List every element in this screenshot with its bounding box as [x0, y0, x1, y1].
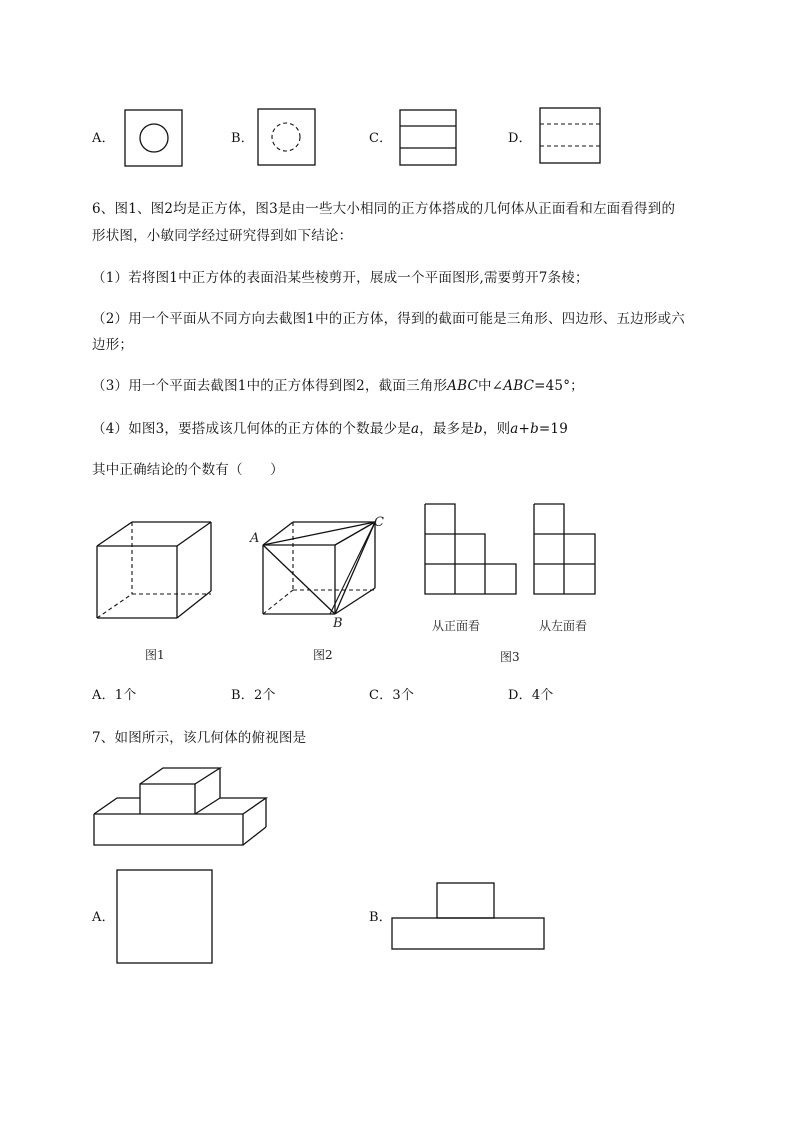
q6-option-c[interactable]: C．3个	[369, 688, 415, 703]
q6-c4-mid: ，最多是	[419, 421, 475, 437]
q6-figure3-front-view	[424, 503, 519, 596]
q6-conclusion-3	[92, 377, 584, 395]
q6-figure3-caption: 图3	[500, 650, 520, 664]
q6-figure2-point-a: A	[250, 531, 260, 546]
q7-option-a-figure[interactable]	[116, 869, 214, 965]
q7-solid-figure	[90, 765, 270, 847]
q6-option-d[interactable]: D．4个	[508, 688, 554, 703]
q6-c4-a: a	[410, 421, 420, 437]
q7-option-b-label[interactable]: B．	[369, 910, 392, 925]
q5-option-d-label[interactable]: D．	[508, 131, 532, 146]
q6-figure3-front-label: 从正面看	[432, 619, 481, 633]
q5-option-d-figure[interactable]	[539, 107, 603, 165]
q7-stem: 7、如图所示，该几何体的俯视图是	[92, 730, 307, 746]
q6-conclusion-2-line2: 边形；	[92, 337, 134, 353]
q6-c4-b: b	[474, 421, 483, 437]
q5-option-c-figure[interactable]	[399, 109, 459, 167]
q5-option-a-figure[interactable]	[124, 109, 184, 167]
q5-option-a-label[interactable]: A．	[92, 131, 115, 146]
q6-option-b[interactable]: B．2个	[231, 688, 276, 703]
q6-stem-line1: 6、图1、图2均是正方体，图3是由一些大小相同的正方体搭成的几何体从正面看和左面看得到的	[92, 201, 676, 217]
q6-c4-plus: +	[518, 421, 531, 437]
q6-figure1-cube	[90, 518, 215, 623]
q6-c3-abc2: ABC	[503, 378, 535, 394]
q5-option-b-figure[interactable]	[257, 108, 317, 166]
q6-c4-b2: b	[530, 421, 539, 437]
q6-figure2-cube	[255, 518, 385, 618]
q6-figure2-point-b: B	[333, 616, 343, 631]
q6-conclusion-2-line1: （2）用一个平面从不同方向去截图1中的正方体，得到的截面可能是三角形、四边形、五边形或六	[92, 311, 685, 327]
q6-c3-mid: 中∠	[478, 378, 504, 394]
q6-figure2-caption: 图2	[313, 648, 333, 662]
q6-figure3-left-view	[533, 503, 599, 596]
q7-option-b-figure[interactable]	[391, 882, 548, 951]
q6-c3-pre: （3）用一个平面去截图1中的正方体得到图2，截面三角形	[92, 378, 448, 394]
q6-c4-eq: =19	[538, 421, 568, 437]
q6-conclusion-1: （1）若将图1中正方体的表面沿某些棱剪开，展成一个平面图形,需要剪开7条棱；	[92, 270, 589, 286]
q6-c4-then: ，则	[482, 421, 511, 437]
q6-c3-abc: ABC	[447, 378, 479, 394]
q6-figure3-left-label: 从左面看	[539, 619, 588, 633]
q6-c4-a2: a	[510, 421, 519, 437]
q6-conclusion-4	[92, 420, 568, 438]
q6-figure1-caption: 图1	[145, 648, 165, 662]
q6-option-a[interactable]: A．1个	[92, 688, 137, 703]
q6-c4-pre: （4）如图3，要搭成该几何体的正方体的个数最少是	[92, 421, 411, 437]
q5-option-c-label[interactable]: C．	[369, 131, 393, 146]
q6-stem-line2: 形状图，小敏同学经过研究得到如下结论：	[92, 228, 353, 244]
q6-question: 其中正确结论的个数有（ ）	[92, 462, 284, 478]
q5-option-b-label[interactable]: B．	[231, 131, 254, 146]
q7-option-a-label[interactable]: A．	[92, 910, 115, 925]
q6-figure2-point-c: C	[374, 515, 384, 530]
q6-c3-post: =45°；	[534, 378, 584, 394]
